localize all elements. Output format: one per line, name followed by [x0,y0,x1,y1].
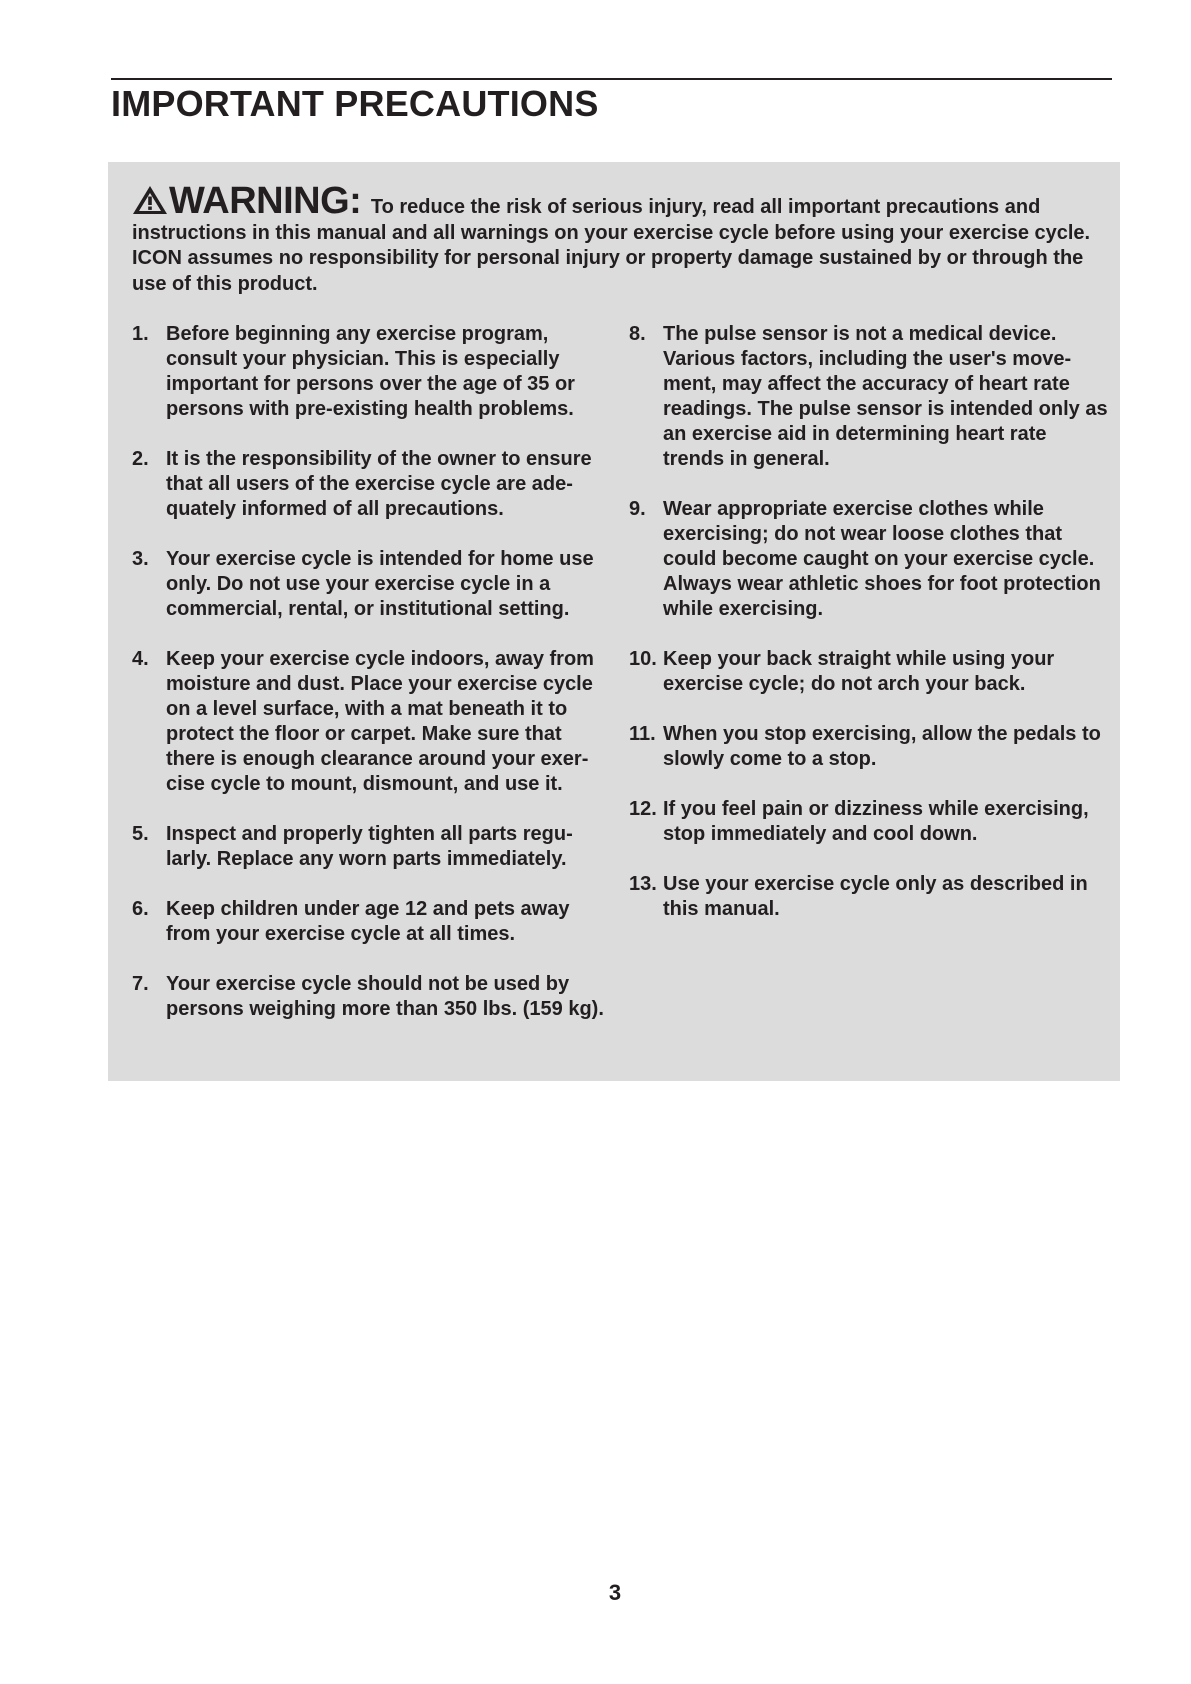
precaution-item [629,497,1109,622]
precaution-text: If you feel pain or dizziness while exercising, stop immediately and cool down. [663,798,1089,845]
precaution-number: 2. [132,448,149,470]
page-title: IMPORTANT PRECAUTIONS [111,83,599,124]
precaution-item [132,822,612,872]
precaution-text: Your exercise cycle is intended for home use only. Do not use your exercise cycle in a commercial, rental, or institutional setting. [166,548,594,620]
precautions-right-column [629,322,1109,947]
precaution-number: 9. [629,498,646,520]
precaution-item [132,972,612,1022]
precaution-text: Use your exercise cycle only as described in this manual. [663,873,1088,920]
title-rule [111,78,1112,80]
precaution-item [132,322,612,422]
precaution-item [629,872,1109,922]
precaution-number: 3. [132,548,149,570]
warning-label: WARNING: [169,180,362,222]
precaution-text: Keep your back straight while using your exercise cycle; do not arch your back. [663,648,1055,695]
precaution-text: Before beginning any exercise program, consult your physician. This is especially important for persons over the age of 35 or persons with pre-existing health problems. [166,323,575,420]
precaution-number: 7. [132,973,149,995]
precaution-number: 8. [629,323,646,345]
precaution-number: 13. [629,873,657,895]
precaution-number: 5. [132,823,149,845]
precaution-item [132,447,612,522]
precaution-text: Inspect and properly tighten all parts regu-larly. Replace any worn parts immediately. [166,823,573,870]
precaution-item [629,797,1109,847]
precaution-item [629,722,1109,772]
precaution-item [629,322,1109,472]
precaution-number: 11. [629,723,656,745]
precaution-number: 10. [629,648,657,670]
warning-triangle-icon [132,185,168,215]
precaution-item [132,547,612,622]
precaution-text: Your exercise cycle should not be used by persons weighing more than 350 lbs. (159 kg). [166,973,604,1020]
precaution-number: 6. [132,898,149,920]
precautions-left-column [132,322,612,1047]
precaution-number: 12. [629,798,657,820]
precaution-text: Wear appropriate exercise clothes while exercising; do not wear loose clothes that could become caught on your exercise cycle. Always wear athletic shoes for foot protection while exercising. [663,498,1101,620]
precaution-number: 4. [132,648,149,670]
precaution-item [629,647,1109,697]
warning-statement [132,182,1092,297]
warning-panel [108,162,1120,1081]
page-number: 3 [608,1580,622,1605]
precaution-text: The pulse sensor is not a medical device. Various factors, including the user's move-ment, may affect the accuracy of heart rate readings. The pulse sensor is intended only as an exercise aid in determining heart rate trends in general. [663,323,1108,470]
precaution-text: It is the responsibility of the owner to ensure that all users of the exercise cycle are ade-quately informed of all precautions. [166,448,592,520]
warning-body: To reduce the risk of serious injury, read all important precautions and instructions in this manual and all warnings on your exercise cycle before using your exercise cycle. ICON assumes no responsibility for personal injury or property damage sustained by or through the use of this product. [132,196,1091,295]
precaution-item [132,897,612,947]
precaution-item [132,647,612,797]
precaution-number: 1. [132,323,149,345]
precaution-text: Keep your exercise cycle indoors, away from moisture and dust. Place your exercise cycle on a level surface, with a mat beneath it to protect the floor or carpet. Make sure that there is enough clearance around your exer-cise cycle to mount, dismount, and use it. [166,648,594,795]
precaution-text: When you stop exercising, allow the pedals to slowly come to a stop. [663,723,1101,770]
precaution-text: Keep children under age 12 and pets away from your exercise cycle at all times. [166,898,570,945]
